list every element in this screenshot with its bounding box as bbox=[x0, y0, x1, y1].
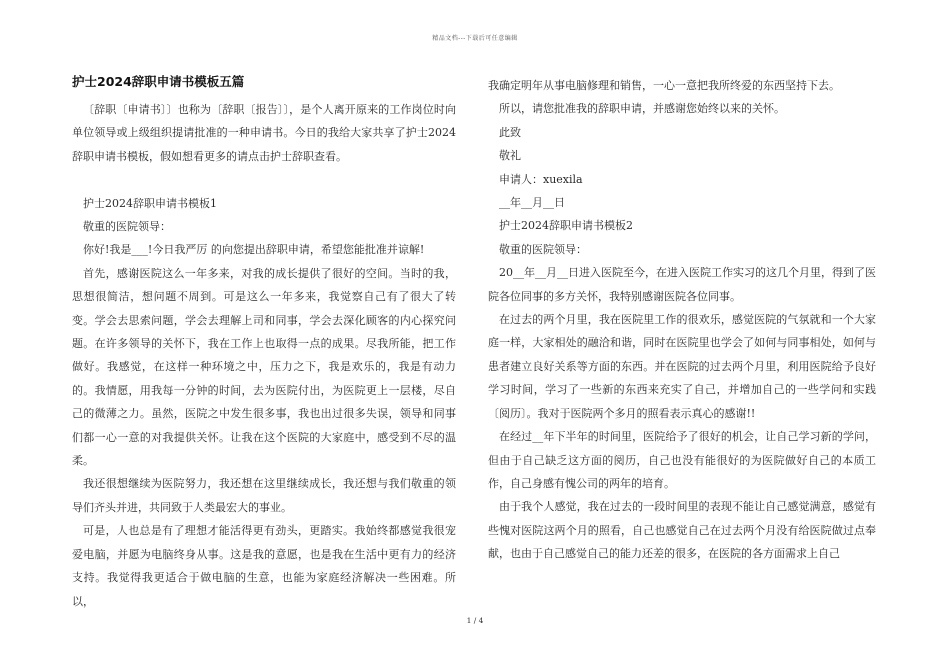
page-number: 1 / 4 bbox=[466, 616, 484, 625]
paragraph: 护士2024辞职申请书模板2 bbox=[499, 219, 633, 233]
paragraph: 我还很想继续为医院努力，我还想在这里继续成长，我还想与我们敬重的领导们齐头并进，共同致于人类最宏大的事业。 bbox=[72, 477, 456, 514]
left-column-body bbox=[72, 98, 456, 613]
paragraph: 首先，感谢医院这么一年多来，对我的成长提供了很好的空间。当时的我，思想很简洁，想问题不周到。可是这么一年多来，我觉察自己有了很大了转变。学会去思索问题，学会去理解上司和同事，学会去深化顾客的内心探究问题。在许多领导的关怀下，我在工作上也取得一点的成果。尽我所能，把工作做好。我感觉，在这样一种环境之中，压力之下，我是欢乐的，我是有动力的。我情愿，用我每一分钟的时间，去为医院付出，为医院更上一层楼，尽自己的微薄之力。虽然，医院之中发生很多事，我也出过很多失误，领导和同事们都一心一意的对我提供关怀。让我在这个医院的大家庭中，感受到不尽的温柔。 bbox=[72, 266, 456, 468]
paragraph: 申请人：xuexila bbox=[499, 172, 583, 186]
paragraph: 在经过__年下半年的时间里，医院给予了很好的机会，让自己学习新的学问，但由于自己缺乏这方面的阅历，自己也没有能很好的为医院做好自己的本质工作，自己身感有愧公司的两年的培育。 bbox=[488, 430, 876, 490]
paragraph: 〔辞职〔申请书〕〕也称为〔辞职〔报告〕〕，是个人离开原来的工作岗位时向单位领导或上级组织提请批准的一种申请书。今日的我给大家共享了护士2024辞职申请书模板，假如想看更多的请点击护士辞职查看。 bbox=[72, 103, 456, 163]
paragraph: 敬重的医院领导： bbox=[83, 220, 171, 234]
paragraph: 你好!我是___!今日我严厉 的向您提出辞职申请，希望您能批准并谅解! bbox=[83, 243, 425, 257]
paragraph: 此致 bbox=[499, 125, 521, 139]
paragraph: __年__月__日 bbox=[499, 196, 565, 210]
paragraph: 我确定明年从事电脑修理和销售，一心一意把我所终爱的东西坚持下去。 bbox=[488, 79, 840, 92]
paragraph: 在过去的两个月里，我在医院里工作的很欢乐，感觉医院的气氛就和一个大家庭一样，大家相处的融洽和谐，同时在医院里也学会了如何与同事相处，如何与患者建立良好关系等方面的东西。并在医院的过去两个月里，利用医院给予良好学习时间，学习了一些新的东西来充实了自己，并增加自己的一些学问和实践〔阅历〕。我对于医院两个多月的照看表示真心的感谢!! bbox=[488, 313, 876, 420]
paragraph: 可是，人也总是有了理想才能活得更有劲头，更踏实。我始终都感觉我很宠爱电脑，并愿为电脑终身从事。这是我的意愿，也是我在生活中更有力的经济支持。我觉得我更适合于做电脑的生意，也能为家庭经济解决一些困难。所以， bbox=[72, 524, 456, 608]
paragraph: 20__年__月__日进入医院至今，在进入医院工作实习的这几个月里，得到了医院各位同事的多方关怀，我特别感谢医院各位同事。 bbox=[488, 266, 876, 303]
paragraph: 所以，请您批准我的辞职申请，并感谢您始终以来的关怀。 bbox=[499, 102, 785, 116]
right-column bbox=[488, 74, 876, 566]
paragraph bbox=[72, 168, 456, 191]
paragraph: 敬礼 bbox=[499, 149, 521, 163]
paragraph: 由于我个人感觉，我在过去的一段时间里的表现不能让自己感觉满意，感觉有些愧对医院这两个月的照看，自己也感觉自己在过去两个月没有给医院做过点奉献，也由于自己感觉自己的能力还差的很多，在医院的各方面需求上自己 bbox=[488, 500, 876, 561]
right-column-body bbox=[488, 74, 876, 566]
page-header: 精品文档---下载后可任意编辑 bbox=[432, 35, 518, 42]
left-column bbox=[72, 74, 456, 613]
document-title: 护士2024辞职申请书模板五篇 bbox=[72, 74, 245, 89]
paragraph: 护士2024辞职申请书模板1 bbox=[83, 196, 217, 210]
paragraph: 敬重的医院领导： bbox=[499, 242, 587, 256]
